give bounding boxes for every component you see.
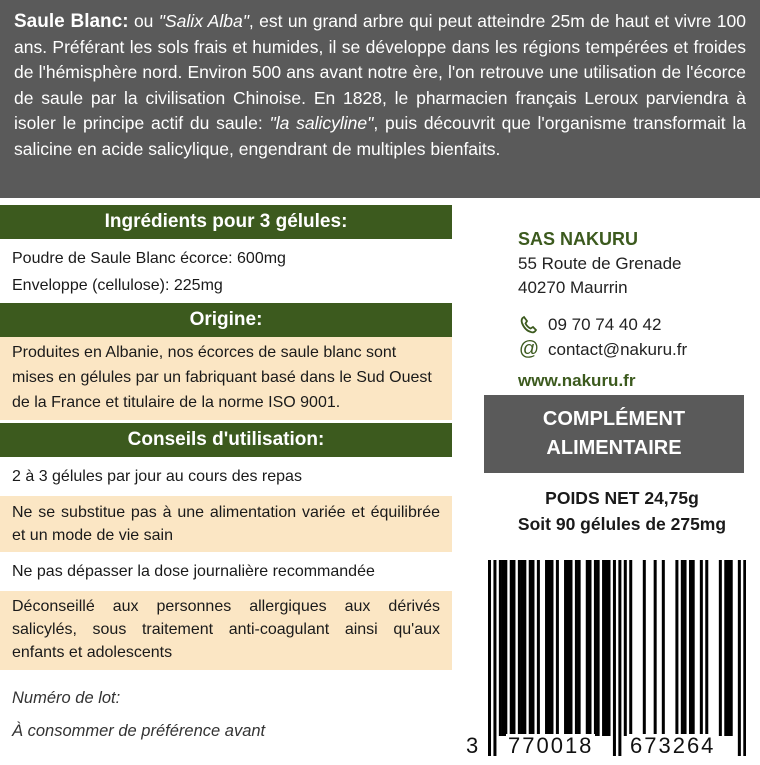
ingredients-header: Ingrédients pour 3 gélules: <box>0 205 452 239</box>
usage-header: Conseils d'utilisation: <box>0 423 452 457</box>
barcode-bar <box>662 560 665 736</box>
barcode-bar <box>575 560 578 736</box>
barcode-bar <box>727 560 730 736</box>
intro-text-1: ou <box>128 11 159 31</box>
barcode-bar <box>613 560 616 756</box>
usage-item: Ne se substitue pas à une alimentation variée et équilibrée et un mode de vie sain <box>0 496 452 552</box>
barcode-bar <box>550 560 553 736</box>
badge-line: ALIMENTAIRE <box>546 437 682 459</box>
barcode-bar <box>564 560 567 736</box>
barcode-bar <box>692 560 695 736</box>
capsule-count-line: Soit 90 gélules de 275mg <box>517 514 727 534</box>
barcode-bar <box>684 560 687 736</box>
barcode-bar <box>521 560 524 736</box>
barcode-bar <box>738 560 741 756</box>
barcode-bar <box>675 560 678 736</box>
intro-text-3: , puis découvrit que l'organisme transformait la salicine en acide salicylique, engendrant de multiples bienfaits. <box>14 113 746 159</box>
company-city: 40270 Maurrin <box>518 278 628 297</box>
barcode-bar <box>602 560 605 736</box>
barcode-bar <box>724 560 727 736</box>
phone-number: 09 70 74 40 42 <box>548 315 662 334</box>
barcode-bar <box>499 560 502 736</box>
usage-item: 2 à 3 gélules par jour au cours des repas <box>0 457 452 496</box>
barcode-bar <box>531 560 534 736</box>
barcode-first-digit: 3 <box>466 733 479 758</box>
barcode-bar <box>512 560 515 736</box>
barcode-bar <box>629 560 632 736</box>
barcode-bar <box>624 560 627 736</box>
barcode-bar <box>502 560 505 736</box>
email-address[interactable]: contact@nakuru.fr <box>548 340 688 359</box>
ingredients-list <box>0 239 452 303</box>
barcode-bar <box>488 560 491 756</box>
barcode-bar <box>510 560 513 736</box>
phone-icon <box>518 314 540 336</box>
intro-lead: Saule Blanc: <box>14 11 129 32</box>
origin-text: Produites en Albanie, nos écorces de saule blanc sont mises en gélules par un fabriquant basé dans le Sud Ouest de la France et titulaire de la norme ISO 9001. <box>0 337 452 420</box>
barcode-bar <box>594 560 597 736</box>
best-before-label: À consommer de préférence avant <box>12 722 266 740</box>
lot-number-label: Numéro de lot: <box>12 689 121 707</box>
barcode-bar <box>537 560 540 736</box>
barcode-bar <box>545 560 548 736</box>
food-supplement-badge <box>484 395 744 473</box>
origin-header: Origine: <box>0 303 452 337</box>
company-email <box>518 337 760 362</box>
usage-item: Ne pas dépasser la dose journalière recommandée <box>0 552 452 591</box>
barcode-bar <box>597 560 600 736</box>
badge-line: COMPLÉMENT <box>542 408 686 430</box>
company-name: SAS NAKURU <box>518 229 639 249</box>
barcode-bar <box>730 560 733 736</box>
barcode-bar <box>643 560 646 736</box>
barcode-bar <box>719 560 722 736</box>
barcode-bar <box>654 560 657 736</box>
intro-paragraph <box>0 0 760 198</box>
barcode-bar <box>743 560 746 756</box>
barcode-bar <box>518 560 521 736</box>
company-website[interactable]: www.nakuru.fr <box>518 371 636 390</box>
barcode-bar <box>523 560 526 736</box>
barcode-bar <box>607 560 610 736</box>
intro-text-2: , est un grand arbre qui peut atteindre 25m de haut et vivre 100 ans. Préférant les sols frais et humides, il se développe dans les régions tempérées et froides de l'hémisphère nord. Environ 500 ans avant notre ère, l'on retrouve une utilisation de l'écorce de saule par la civilisation Chinoise. En 1828, le pharmacien français Leroux parviendra à isoler le principe actif du saule: <box>14 11 746 133</box>
company-street: 55 Route de Grenade <box>518 254 682 273</box>
barcode-bar <box>605 560 608 736</box>
ingredient-item: Poudre de Saule Blanc écorce: 600mg <box>12 250 286 267</box>
barcode-bar <box>569 560 572 736</box>
company-phone <box>518 312 760 337</box>
barcode-bar <box>705 560 708 736</box>
barcode-bar <box>578 560 581 736</box>
barcode-bar <box>586 560 589 736</box>
barcode-bar <box>700 560 703 736</box>
barcode-bar <box>556 560 559 736</box>
barcode-bar <box>548 560 551 736</box>
barcode-bar <box>588 560 591 736</box>
barcode-bar <box>618 560 621 756</box>
company-block <box>484 226 760 394</box>
ingredient-item: Enveloppe (cellulose): 225mg <box>12 277 223 294</box>
at-sign-icon: @ <box>518 338 540 360</box>
barcode <box>460 560 760 765</box>
left-column <box>0 205 452 748</box>
barcode-bar <box>504 560 507 736</box>
barcode-right-group: 673264 <box>630 733 716 758</box>
barcode-bars <box>488 560 746 756</box>
barcode-bar <box>681 560 684 736</box>
barcode-left-group: 770018 <box>508 733 594 758</box>
barcode-bar <box>529 560 532 736</box>
intro-compound: "la salicyline" <box>269 113 374 133</box>
net-weight-line: POIDS NET 24,75g <box>545 488 699 508</box>
barcode-bar <box>689 560 692 736</box>
right-column <box>484 205 760 534</box>
barcode-bar <box>493 560 496 756</box>
net-weight <box>484 485 760 537</box>
barcode-bar <box>567 560 570 736</box>
usage-item: Déconseillé aux personnes allergiques aux dérivés salicylés, sous traitement anti-coagulant ainsi qu'aux enfants et adolescents <box>0 591 452 670</box>
intro-latin-name: "Salix Alba" <box>158 11 249 31</box>
